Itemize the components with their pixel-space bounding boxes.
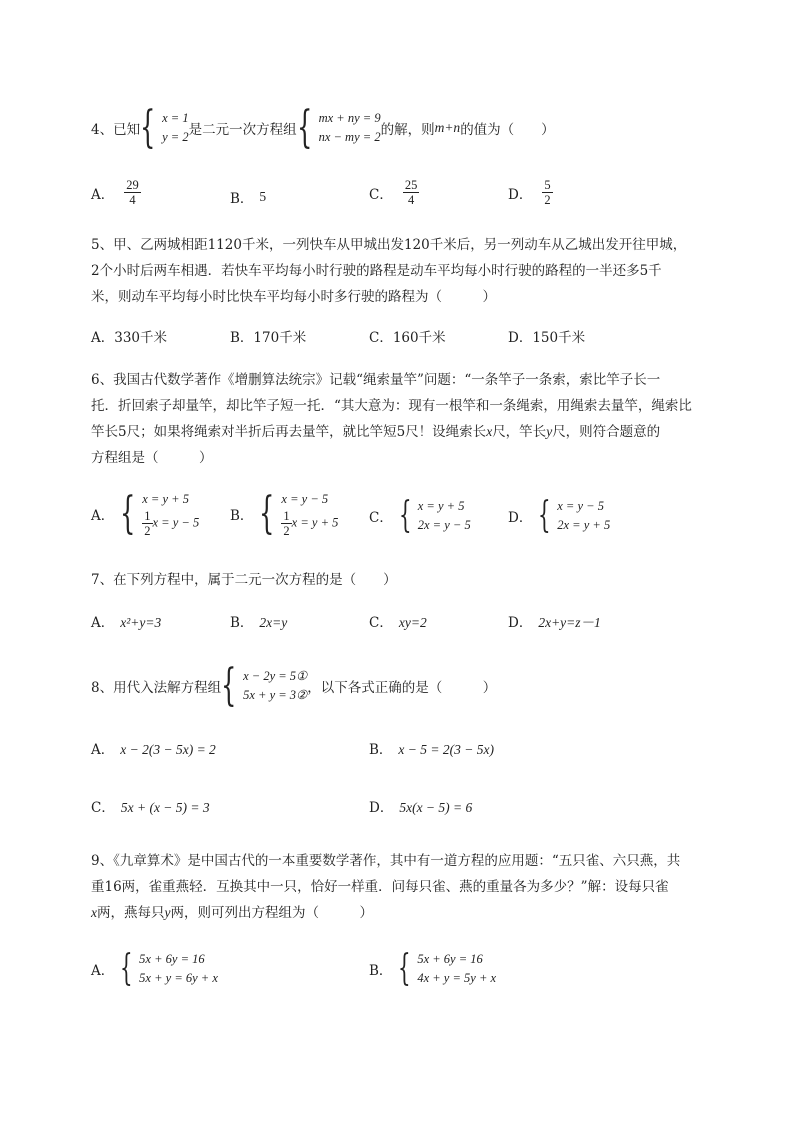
brace-icon: {: [221, 660, 237, 711]
q4-sys1-row2: y = 2: [162, 130, 189, 144]
brace-icon: {: [398, 948, 412, 989]
q8-option-a[interactable]: A． x − 2(3 − 5x) = 2: [91, 742, 216, 758]
fraction: $\frac{5}{2}$: [544, 178, 551, 207]
brace-icon: {: [259, 488, 275, 539]
q9-option-b[interactable]: B． { 5x + 6y = 16 4x + y = 5y + x: [369, 948, 497, 989]
q7-option-b[interactable]: B． 2x=y: [230, 615, 288, 631]
q4-sys1-row1: x = 1: [162, 111, 189, 125]
q9-line-2: 重16两，雀重燕轻．互换其中一只，恰好一样重．问每只雀、燕的重量各为多少？”解：设每只雀: [91, 879, 669, 895]
q5-option-d[interactable]: D．150千米: [508, 330, 586, 346]
brace-icon: {: [120, 948, 133, 989]
q8-option-d[interactable]: D． 5x(x − 5) = 6: [369, 800, 473, 816]
q7-option-d[interactable]: D． 2x+y=z－1: [508, 615, 601, 631]
q4-option-c[interactable]: C． $\frac{25}{4}$: [369, 178, 418, 207]
brace-icon: {: [398, 495, 412, 536]
q8-option-b[interactable]: B． x − 5 = 2(3 − 5x): [369, 742, 494, 758]
q5-option-a[interactable]: A．330千米: [91, 330, 168, 346]
q6-option-d[interactable]: D． { x = y − 5 2x = y + 5: [508, 495, 611, 536]
q5-line-2: 2个小时后两车相遇．若快车平均每小时行驶的路程是动车平均每小时行驶的路程的一半还多5千: [91, 263, 662, 279]
q8-option-c[interactable]: C． 5x + (x − 5) = 3: [91, 800, 210, 816]
q5-option-b[interactable]: B．170千米: [230, 330, 307, 346]
q6-line-2: 托．折回索子却量竿，却比竿子短一托．“其大意为：现有一根竿和一条绳索，用绳索去量竿，绳索比: [91, 398, 692, 414]
q6-line-4: 方程组是（ ）: [91, 450, 213, 466]
q4-prefix: 4、已知: [91, 122, 141, 138]
q5-line-1: 5、甲、乙两城相距1120千米，一列快车从甲城出发120千米后，另一列动车从乙城出发开往甲城，: [91, 237, 687, 253]
q4-post2: 的值为（ ）: [460, 122, 555, 138]
fraction: $\frac{25}{4}$: [404, 178, 418, 207]
brace-icon: {: [120, 488, 136, 539]
q9-option-a[interactable]: A． { 5x + 6y = 16 5x + y = 6y + x: [91, 948, 218, 989]
q4-option-b[interactable]: B． 5: [230, 189, 267, 207]
brace-icon: {: [140, 102, 156, 153]
q4-option-a[interactable]: A． $\frac{29}{4}$: [91, 178, 139, 207]
q5-option-c[interactable]: C．160千米: [369, 330, 446, 346]
q4-option-d[interactable]: D． $\frac{5}{2}$: [508, 178, 551, 207]
q4-middle: 是二元一次方程组: [188, 122, 297, 138]
q7-stem: 7、在下列方程中，属于二元一次方程的是（ ）: [91, 572, 397, 588]
q9-line-1: 9、《九章算术》是中国古代的一本重要数学著作，其中有一道方程的应用题：“五只雀、六只燕，共: [91, 853, 681, 869]
q4-system-1: [162, 109, 188, 147]
brace-icon: {: [296, 102, 312, 153]
q6-option-c[interactable]: C． { x = y + 5 2x = y − 5: [369, 495, 471, 536]
q4-sys2-row1: mx + ny = 9: [318, 111, 381, 125]
brace-icon: {: [538, 495, 551, 536]
q4-system-2: [319, 109, 381, 147]
q7-option-c[interactable]: C． xy=2: [369, 615, 427, 631]
q5-line-3: 米，则动车平均每小时比快车平均每小时多行驶的路程为（ ）: [91, 289, 496, 305]
q4-variable: m+n: [434, 120, 461, 135]
q4-post1: 的解，则: [380, 122, 435, 138]
q6-line-3: 竿长5尺；如果将绳索对半折后再去量竿，就比竿短5尺！设绳索长x尺，竿长y尺，则符合题意的: [91, 424, 661, 440]
q6-option-a[interactable]: A． { x = y + 5 $\frac{1}{2}$ x = y − 5: [91, 488, 200, 539]
q4-stem: [91, 102, 555, 153]
q4-sys2-row2: nx − my = 2: [318, 130, 381, 144]
q6-option-b[interactable]: B． { x = y − 5 $\frac{1}{2}$ x = y + 5: [230, 488, 339, 539]
q9-line-3: x两，燕每只y两，则可列出方程组为（ ）: [91, 905, 373, 921]
q8-stem: 8、用代入法解方程组 { x − 2y = 5① 5x + y = 3② ，以下各式正确的是（ ）: [91, 660, 497, 711]
fraction: $\frac{29}{4}$: [126, 178, 139, 207]
q8-system: x − 2y = 5① 5x + y = 3②: [243, 669, 308, 702]
q7-option-a[interactable]: A． x²+y=3: [91, 615, 162, 631]
q6-line-1: 6、我国古代数学著作《增删算法统宗》记载“绳索量竿”问题：“一条竿子一条索，索比竿子长一: [91, 372, 661, 388]
